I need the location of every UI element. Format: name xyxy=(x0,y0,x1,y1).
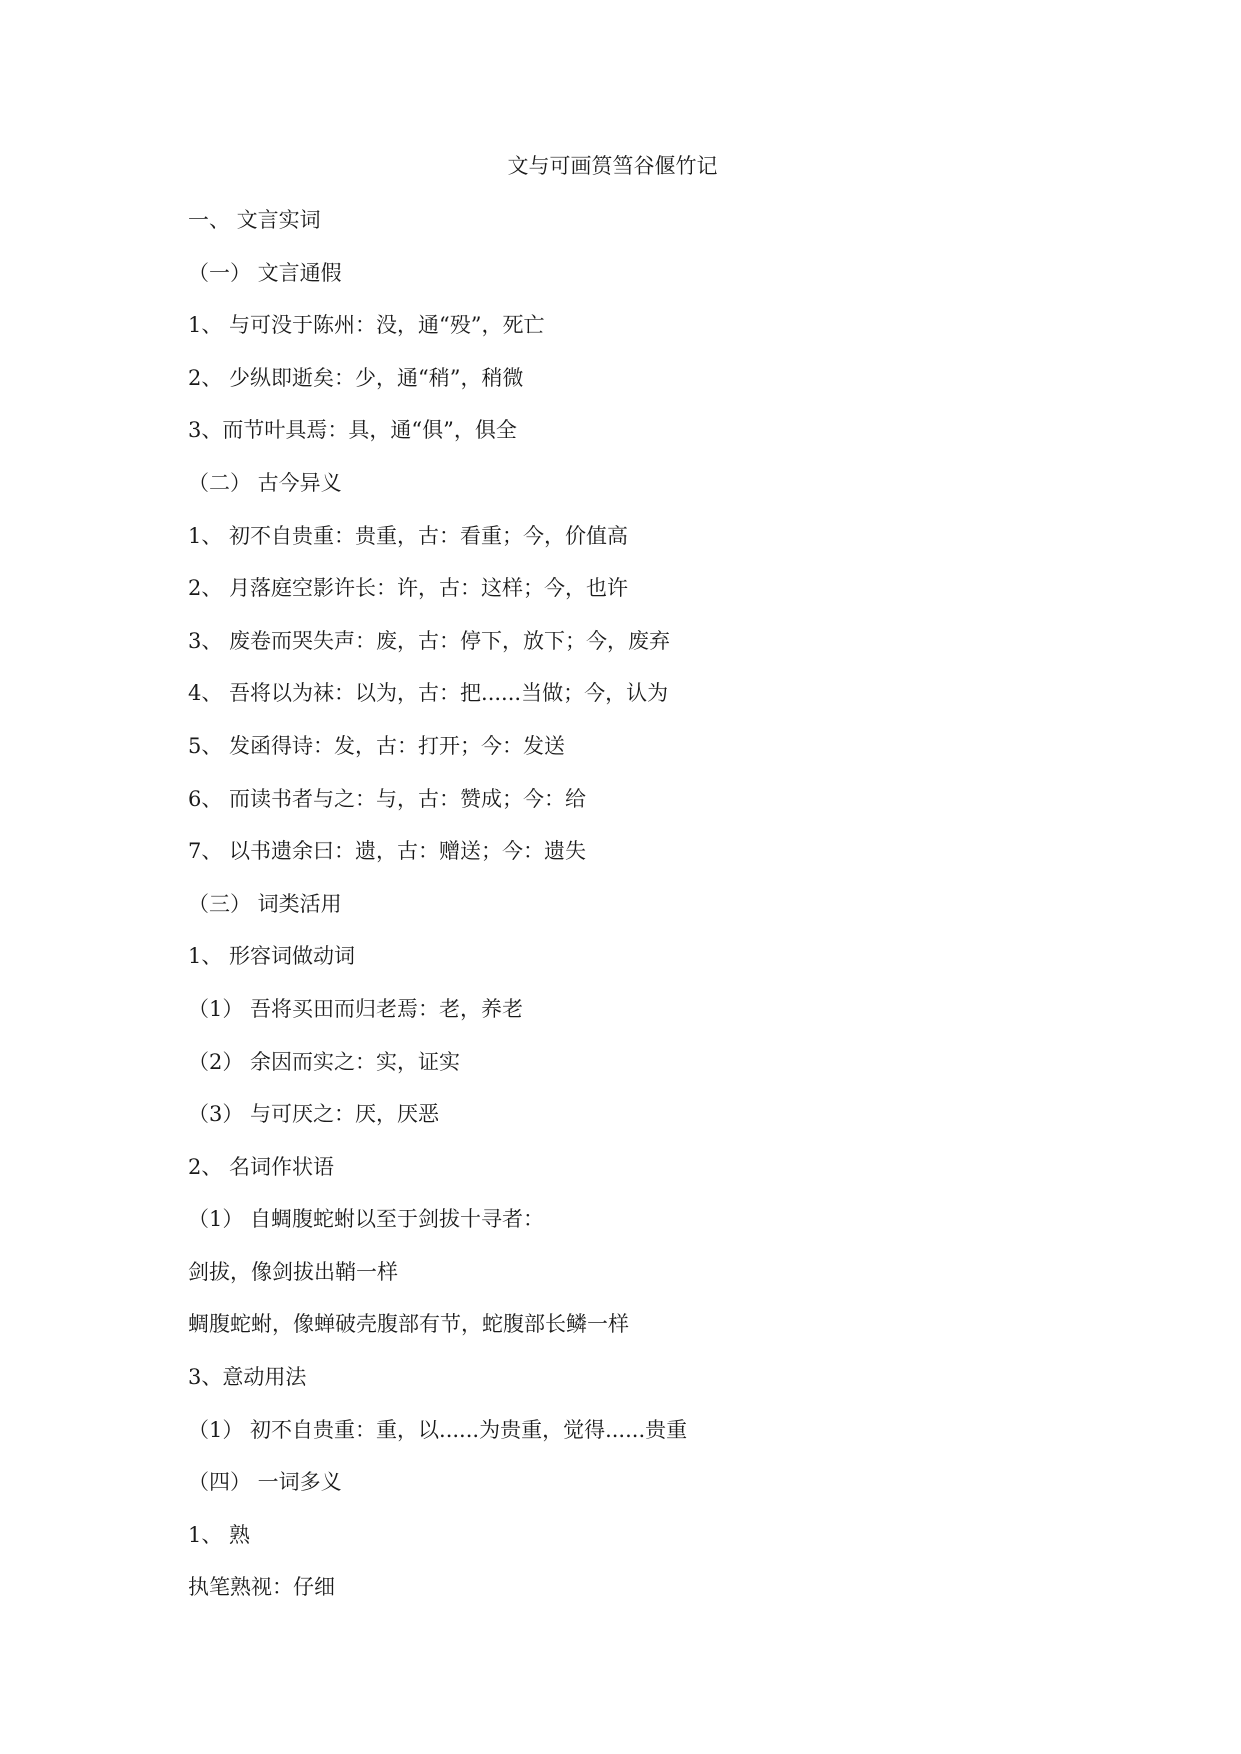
list-item: 3、 废卷而哭失声：废，古：停下，放下；今，废弃 xyxy=(188,628,671,653)
list-subitem: （3） 与可厌之：厌，厌恶 xyxy=(188,1102,440,1127)
body-text: 剑拔，像剑拔出鞘一样 xyxy=(188,1259,398,1284)
list-item: 1、 与可没于陈州：没，通“殁”，死亡 xyxy=(188,313,545,338)
subsection-heading: （二） 古今异义 xyxy=(188,470,342,495)
list-item: 6、 而读书者与之：与，古：赞成；今：给 xyxy=(188,786,587,811)
document-title: 文与可画筼筜谷偃竹记 xyxy=(507,154,718,178)
body-text: 执笔熟视：仔细 xyxy=(188,1575,335,1600)
list-item: 2、 少纵即逝矣：少，通“稍”，稍微 xyxy=(188,365,524,390)
list-subitem: （1） 吾将买田而归老焉：老，养老 xyxy=(188,996,524,1021)
body-text: 蜩腹蛇蚹，像蝉破壳腹部有节，蛇腹部长鳞一样 xyxy=(188,1312,629,1337)
list-item: 3、意动用法 xyxy=(188,1365,307,1390)
subsection-heading: （三） 词类活用 xyxy=(188,891,342,916)
section-heading: 一、 文言实词 xyxy=(188,208,321,232)
list-item: 4、 吾将以为袜：以为，古：把......当做；今，认为 xyxy=(188,681,669,706)
list-item: 3、而节叶具焉：具，通“俱”，俱全 xyxy=(188,418,517,443)
list-item: 2、 名词作状语 xyxy=(188,1154,335,1179)
document-body xyxy=(188,206,1088,1626)
list-item: 2、 月落庭空影许长：许，古：这样；今，也许 xyxy=(188,576,629,601)
list-item: 1、 初不自贵重：贵重，古：看重；今，价值高 xyxy=(188,523,629,548)
list-subitem: （1） 初不自贵重：重，以......为贵重，觉得......贵重 xyxy=(188,1417,688,1442)
list-item: 1、 形容词做动词 xyxy=(188,944,356,969)
list-item: 7、 以书遗余曰：遗，古：赠送；今：遗失 xyxy=(188,839,587,864)
list-item: 1、 熟 xyxy=(188,1522,251,1547)
subsection-heading: （一） 文言通假 xyxy=(188,260,342,285)
subsection-heading: （四） 一词多义 xyxy=(188,1470,342,1495)
list-subitem: （2） 余因而实之：实，证实 xyxy=(188,1049,461,1074)
list-item: 5、 发函得诗：发，古：打开；今：发送 xyxy=(188,733,566,758)
list-subitem: （1） 自蜩腹蛇蚹以至于剑拔十寻者： xyxy=(188,1207,545,1232)
